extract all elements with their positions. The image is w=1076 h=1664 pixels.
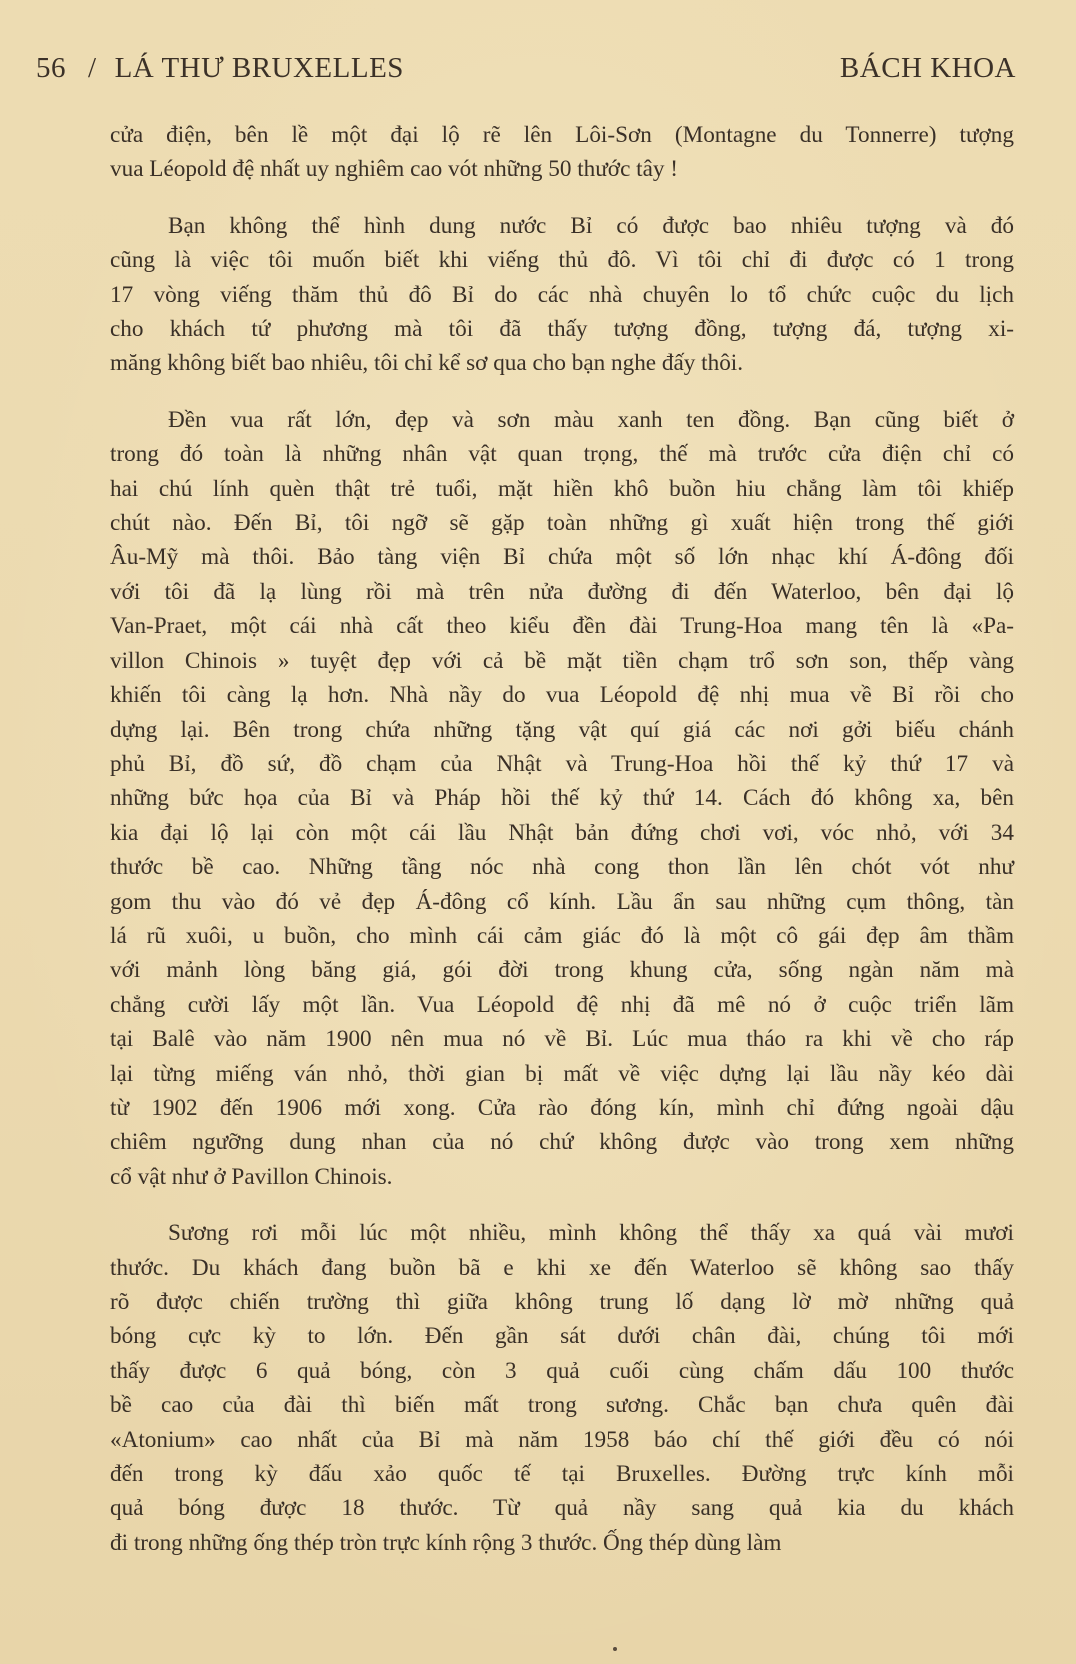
- text-line: 17 vòng viếng thăm thủ đô Bỉ do các nhà chuyên lo tổ chức cuộc du lịch: [110, 281, 1014, 308]
- text-line: dựng lại. Bên trong chứa những tặng vật quí giá các nơi gởi biếu chánh: [110, 716, 1014, 743]
- paragraph: [110, 1216, 1014, 1560]
- text-line: cửa điện, bên lề một đại lộ rẽ lên Lôi-Sơn (Montagne du Tonnerre) tượng: [110, 122, 1014, 148]
- header-left: [36, 52, 404, 85]
- text-line: gom thu vào đó vẻ đẹp Á-đông cổ kính. Lầu ẩn sau những cụm thông, tàn: [110, 888, 1014, 915]
- text-line: lá rũ xuôi, u buồn, cho mình cái cảm giác đó là một cô gái đẹp âm thầm: [110, 922, 1014, 949]
- paragraph-gap: [110, 1194, 1014, 1216]
- text-line: cho khách tứ phương mà tôi đã thấy tượng đồng, tượng đá, tượng xi-: [110, 316, 1014, 343]
- text-line: hai chú lính quèn thật trẻ tuổi, mặt hiền khô buồn hiu chẳng làm tôi khiếp: [110, 475, 1014, 502]
- text-line: chút nào. Đến Bỉ, tôi ngỡ sẽ gặp toàn những gì xuất hiện trong thế giới: [110, 510, 1014, 537]
- text-line: măng không biết bao nhiêu, tôi chỉ kể sơ qua cho bạn nghe đấy thôi.: [110, 350, 744, 377]
- text-line: Bạn không thể hình dung nước Bỉ có được bao nhiêu tượng và đó: [168, 212, 1014, 239]
- text-line: Đền vua rất lớn, đẹp và sơn màu xanh ten đồng. Bạn cũng biết ở: [168, 406, 1014, 433]
- text-line: từ 1902 đến 1906 mới xong. Cửa rào đóng kín, mình chỉ đứng ngoài dậu: [110, 1094, 1014, 1121]
- text-line: cũng là việc tôi muốn biết khi viếng thủ đô. Vì tôi chỉ đi được có 1 trong: [110, 247, 1014, 274]
- text-line: trong đó toàn là những nhân vật quan trọng, thế mà trước cửa điện chỉ có: [110, 441, 1014, 468]
- publication-name: BÁCH KHOA: [839, 52, 1016, 84]
- text-line: khiến tôi càng lạ hơn. Nhà nầy do vua Léopold đệ nhị mua về Bỉ rồi cho: [110, 682, 1014, 709]
- text-line: thước. Du khách đang buồn bã e khi xe đến Waterloo sẽ không sao thấy: [110, 1254, 1014, 1281]
- text-line: với tôi đã lạ lùng rồi mà trên nửa đường đi đến Waterloo, bên đại lộ: [110, 578, 1014, 605]
- paragraph: [110, 403, 1014, 1194]
- text-line: Âu-Mỹ mà thôi. Bảo tàng viện Bỉ chứa một số lớn nhạc khí Á-đông đối: [110, 544, 1014, 571]
- text-line: Sương rơi mỗi lúc một nhiều, mình không thể thấy xa quá vài mươi: [168, 1220, 1014, 1247]
- text-line: villon Chinois » tuyệt đẹp với cả bề mặt tiền chạm trổ sơn son, thếp vàng: [110, 647, 1014, 674]
- paragraph: [110, 209, 1014, 381]
- text-line: đi trong những ống thép tròn trực kính rộng 3 thước. Ống thép dùng làm: [110, 1529, 782, 1556]
- text-line: bề cao của đài thì biến mất trong sương. Chắc bạn chưa quên đài: [110, 1392, 1014, 1419]
- text-line: rõ được chiến trường thì giữa không trung lố dạng lờ mờ những quả: [110, 1289, 1014, 1315]
- text-line: thấy được 6 quả bóng, còn 3 quả cuối cùng chấm dấu 100 thước: [110, 1357, 1014, 1384]
- text-line: vua Léopold đệ nhất uy nghiêm cao vót những 50 thước tây !: [110, 156, 679, 183]
- text-line: «Atonium» cao nhất của Bỉ mà năm 1958 báo chí thế giới đều có nói: [110, 1426, 1014, 1453]
- running-title: LÁ THƯ BRUXELLES: [114, 52, 404, 84]
- body-text: [110, 118, 1014, 1560]
- paragraph-gap: [110, 381, 1014, 403]
- text-line: phủ Bỉ, đồ sứ, đồ chạm của Nhật và Trung-Hoa hồi thế kỷ thứ 17 và: [110, 750, 1014, 777]
- running-header: [36, 52, 1016, 92]
- paragraph-gap: [110, 187, 1014, 209]
- text-line: những bức họa của Bỉ và Pháp hồi thế kỷ thứ 14. Cách đó không xa, bên: [110, 785, 1014, 812]
- page-speck: [613, 1647, 617, 1651]
- text-line: tại Balê vào năm 1900 nên mua nó về Bỉ. Lúc mua tháo ra khi về cho ráp: [110, 1026, 1014, 1053]
- header-separator: /: [88, 52, 97, 84]
- text-line: lại từng miếng ván nhỏ, thời gian bị mất về việc dựng lại lầu nầy kéo dài: [110, 1060, 1014, 1087]
- text-line: bóng cực kỳ to lớn. Đến gần sát dưới chân đài, chúng tôi mới: [110, 1323, 1014, 1350]
- text-line: quả bóng được 18 thước. Từ quả nầy sang quả kia du khách: [110, 1495, 1014, 1522]
- paragraph: [110, 118, 1014, 187]
- text-line: Van-Praet, một cái nhà cất theo kiểu đền đài Trung-Hoa mang tên là «Pa-: [110, 613, 1014, 640]
- text-line: với mảnh lòng băng giá, gói đời trong khung cửa, sống ngàn năm mà: [110, 957, 1014, 984]
- text-line: thước bề cao. Những tầng nóc nhà cong thon lần lên chót vót như: [110, 854, 1014, 881]
- text-line: đến trong kỳ đấu xảo quốc tế tại Bruxelles. Đường trực kính mỗi: [110, 1461, 1014, 1488]
- page-number: 56: [36, 52, 66, 84]
- text-line: cổ vật như ở Pavillon Chinois.: [110, 1163, 393, 1190]
- text-line: chẳng cười lấy một lần. Vua Léopold đệ nhị đã mê nó ở cuộc triển lãm: [110, 991, 1014, 1018]
- text-line: kia đại lộ lại còn một cái lầu Nhật bản đứng chơi vơi, vóc nhỏ, với 34: [110, 819, 1014, 846]
- text-line: chiêm ngưỡng dung nhan của nó chứ không được vào trong xem những: [110, 1129, 1014, 1156]
